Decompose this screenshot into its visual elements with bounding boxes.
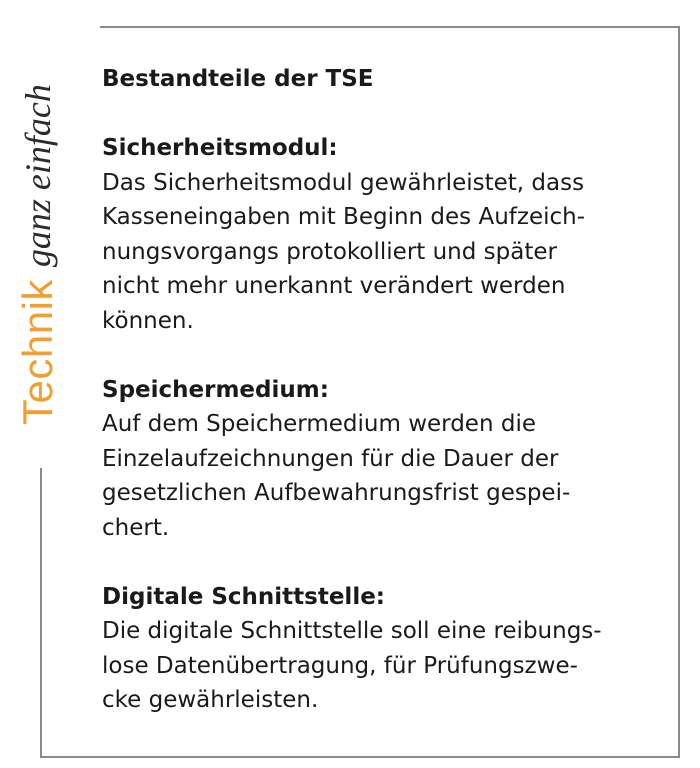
box-title: Bestandteile der TSE	[102, 66, 374, 92]
info-box-content	[102, 62, 672, 718]
section-digitale-schnittstelle	[102, 580, 672, 718]
box-border-left	[40, 468, 42, 758]
section-sicherheitsmodul	[102, 131, 672, 338]
section-text: Die digitale Schnittstelle soll eine reibungs- lose Datenübertragung, für Prüfungszwe- cke gewährleisten.	[102, 618, 602, 713]
side-label-highlight: Technik	[13, 279, 61, 425]
section-text: Auf dem Speichermedium werden die Einzelaufzeichnungen für die Dauer der gesetzlichen Aufbewahrungsfrist gespei- chert.	[102, 411, 571, 541]
side-label	[10, 25, 65, 425]
side-label-rotated	[10, 25, 65, 425]
section-heading: Sicherheitsmodul:	[102, 135, 338, 161]
section-heading: Digitale Schnittstelle:	[102, 583, 385, 610]
box-border-bottom	[40, 756, 680, 758]
side-label-rest: ganz einfach	[17, 84, 58, 268]
section-heading: Speichermedium:	[102, 376, 329, 403]
section-speichermedium	[102, 373, 672, 546]
section-text: Das Sicherheitsmodul gewährleistet, dass Kasseneingaben mit Beginn des Aufzeich- nungsvorgangs protokolliert und später nicht mehr unerkannt verändert werden können.	[102, 169, 586, 334]
box-border-right	[678, 26, 680, 758]
box-border-top	[100, 26, 680, 28]
